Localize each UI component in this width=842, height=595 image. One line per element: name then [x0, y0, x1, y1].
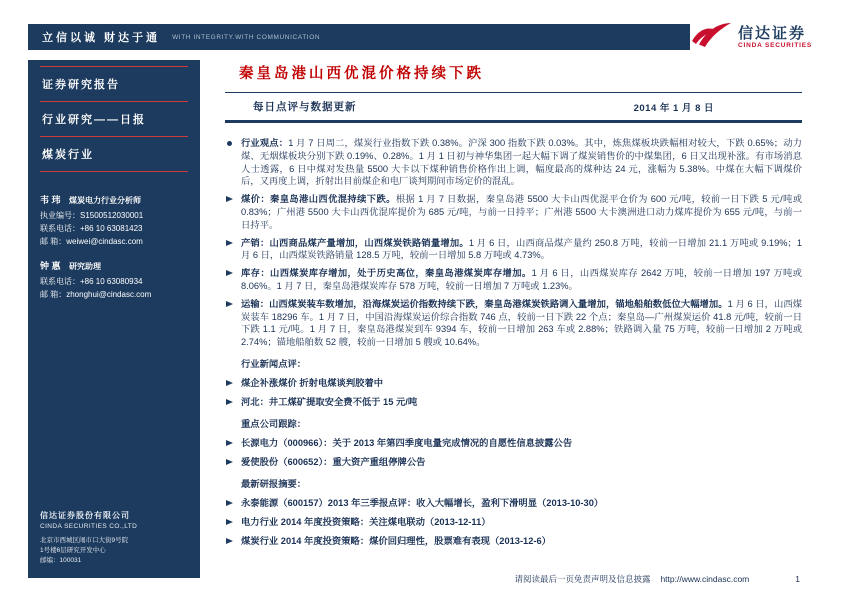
company-name-cn: 信达证券股份有限公司: [40, 511, 130, 520]
section-header-reports: 最新研报摘要：: [241, 478, 307, 489]
arrow-bullet-icon: [226, 240, 233, 246]
report-date: 2014 年 1 月 8 日: [633, 102, 714, 114]
analyst-email[interactable]: 邮 箱：zhonghui@cindasc.com: [40, 290, 152, 299]
logo-name-en: CINDA SECURITIES: [738, 42, 812, 50]
arrow-bullet-icon: [226, 301, 233, 307]
arrow-bullet-icon: [226, 399, 233, 405]
section-item: [225, 377, 802, 390]
section-item: [225, 535, 802, 548]
top-banner: [28, 24, 690, 50]
section-item-text: 煤企补涨煤价 折射电煤谈判胶着中: [241, 377, 384, 388]
company-info: [40, 511, 137, 566]
page-title: 秦皇岛港山西优混价格持续下跌: [239, 66, 484, 82]
company-name-en: CINDA SECURITIES CO.,LTD: [40, 523, 138, 530]
footer-disclaimer: 请阅读最后一页免责声明及信息披露: [514, 574, 651, 584]
slogan-en: WITH INTEGRITY.WITH COMMUNICATION: [172, 33, 321, 41]
point-label: 行业观点：: [241, 138, 289, 148]
section-item: [225, 437, 802, 450]
point-text: 1 月 6 日，山西煤炭库存 2642 万吨，较前一日增加 197 万吨或 8.06%。1 月 7 日，秦皇岛港煤炭库存 578 万吨，较前一日增加 7 万吨或 1.23%。: [241, 268, 802, 291]
section-item-text: 电力行业 2014 年度投资策略：关注煤电联动（2013-12-11）: [241, 516, 491, 527]
arrow-bullet-icon: [226, 196, 233, 202]
analyst-cert: 执业编号：S1500512030001: [40, 211, 144, 220]
analyst-name-row: [40, 194, 188, 207]
analyst-name: 韦 玮: [40, 195, 61, 205]
arrow-bullet-icon: [226, 538, 233, 544]
report-point: [225, 137, 802, 188]
point-label: 库存：山西煤炭库存增加，处于历史高位，秦皇岛港煤炭库存增加。: [241, 268, 532, 279]
analyst-phone: 联系电话：+86 10 63080934: [40, 277, 143, 286]
analyst-phone: 联系电话：+86 10 63081423: [40, 224, 143, 233]
section-item: [225, 456, 802, 469]
report-point: [225, 298, 802, 349]
industry-label: 煤炭行业: [42, 149, 94, 161]
company-address-2: 1号楼6层研究开发中心: [40, 547, 106, 554]
arrow-bullet-icon: [226, 500, 233, 506]
analyst-block: [40, 194, 188, 248]
page-number: 1: [795, 574, 800, 584]
arrow-bullet-icon: [226, 459, 233, 465]
research-type-label: 行业研究——日报: [42, 114, 146, 126]
analyst-role: 煤炭电力行业分析师: [69, 196, 142, 205]
point-list: [225, 123, 802, 548]
main-content: [225, 62, 802, 554]
point-label: 运输：山西煤炭装车数增加，沿海煤炭运价指数持续下跌，秦皇岛港煤炭铁路调入量增加，锚地船舶数低位大幅增加。: [241, 298, 728, 309]
logo-swoosh-icon: [690, 20, 732, 55]
point-label: 煤价：秦皇岛港山西优混持续下跌。: [241, 194, 396, 205]
point-text: 1 月 7 日周二，煤炭行业指数下跌 0.38%。沪深 300 指数下跌 0.03%。其中，炼焦煤板块跌幅相对较大，下跌 0.65%；动力煤、无烟煤板块分别下跌 0.19%、0.28%。1 月 1 日初与神华集团一起大幅下调了煤炭销售价的中煤集团，6 日又出现补涨。有市场消息人士透露，6 日中煤对发热量 5500 大卡以下煤种销售价格作出上调，幅度最高的煤种达 24 元，涨幅为 5.38%。中煤在大幅下调煤价后，又再度上调，折射出目前煤企和电厂谈判期间市场定价的混乱。: [241, 138, 802, 187]
logo-name-cn: 信达证券: [738, 25, 807, 43]
company-postcode: 邮编：100031: [40, 557, 82, 564]
analyst-name-row: [40, 260, 188, 273]
analyst-info: [40, 194, 188, 301]
company-address-1: 北京市西城区闹市口大街9号院: [40, 537, 129, 544]
point-text: 1 月 6 日，山西煤炭装车 18296 车。1 月 7 日，中国沿海煤炭运价综合指数 746 点，较前一日下跌 22 个点；秦皇岛—广州煤炭运价 41.8 元/吨，较前一日下跌 1.1 元/吨。1 月 7 日，秦皇岛港煤炭到车 9394 车，较前一日增加 263 车或 2.88%；铁路调入量 75 万吨，较前一日增加 2 万吨或 2.74%；锚地船舶数 52 艘，较前一日增加 5 艘或 10.64%。: [241, 298, 802, 348]
analyst-email[interactable]: 邮 箱：weiwei@cindasc.com: [40, 237, 143, 246]
arrow-bullet-icon: [226, 380, 233, 386]
section-item-text: 永泰能源（600157）2013 年三季报点评：收入大幅增长，盈利下滑明显（2013-10-30）: [241, 497, 604, 508]
report-point: [225, 267, 802, 293]
section-item: [225, 516, 802, 529]
section-item: [225, 497, 802, 510]
section-header-news: 行业新闻点评：: [241, 358, 307, 369]
report-point: [225, 193, 802, 231]
report-subtitle: 每日点评与数据更新: [253, 101, 357, 113]
point-text: 1 月 6 日，山西商品煤产量约 250.8 万吨，较前一日增加 21.1 万吨或 9.19%；1 月 6 日，山西煤炭铁路销量 128.5 万吨，较前一日增加 5.8 万吨或 4.73%。: [241, 237, 802, 261]
slogan-cn: 立信以诚 财达于通: [42, 32, 161, 44]
sidebar: [28, 60, 200, 578]
arrow-bullet-icon: [226, 519, 233, 525]
arrow-bullet-icon: [226, 440, 233, 446]
report-point: [225, 237, 802, 263]
company-logo: [690, 20, 812, 55]
page-footer: [514, 573, 800, 585]
section-item: [225, 396, 802, 409]
report-type-label: 证券研究报告: [42, 79, 120, 91]
point-text: 根据 1 月 7 日数据，秦皇岛港 5500 大卡山西优混平仓价为 600 元/吨，较前一日下跌 5 元/吨或 0.83%；广州港 5500 大卡山西优混库提价为 685 元/吨，与前一日持平；广州港 5500 大卡澳洲进口动力煤库提价为 655 元/吨，与前一日持平。: [241, 194, 802, 230]
analyst-name: 钟 惠: [40, 261, 61, 271]
section-item-text: 长源电力（000966）：关于 2013 年第四季度电量完成情况的自愿性信息披露公告: [241, 437, 573, 448]
sidebar-divider: [40, 171, 188, 172]
analyst-block: [40, 260, 188, 301]
section-item-text: 河北：井工煤矿提取安全费不低于 15 元/吨: [241, 397, 418, 408]
point-label: 产销：山西商品煤产量增加，山西煤炭铁路销量增加。: [241, 237, 469, 248]
section-item-text: 爱使股份（600652）：重大资产重组停牌公告: [241, 456, 426, 467]
section-item-text: 煤炭行业 2014 年度投资策略：煤价回归理性，股票难有表现（2013-12-6）: [241, 536, 551, 547]
analyst-role: 研究助理: [69, 262, 102, 271]
subtitle-row: [225, 93, 802, 120]
arrow-bullet-icon: [226, 270, 233, 276]
dot-bullet-icon: [227, 141, 232, 146]
footer-url-link[interactable]: http://www.cindasc.com: [660, 574, 750, 584]
section-header-companies: 重点公司跟踪：: [241, 418, 307, 429]
